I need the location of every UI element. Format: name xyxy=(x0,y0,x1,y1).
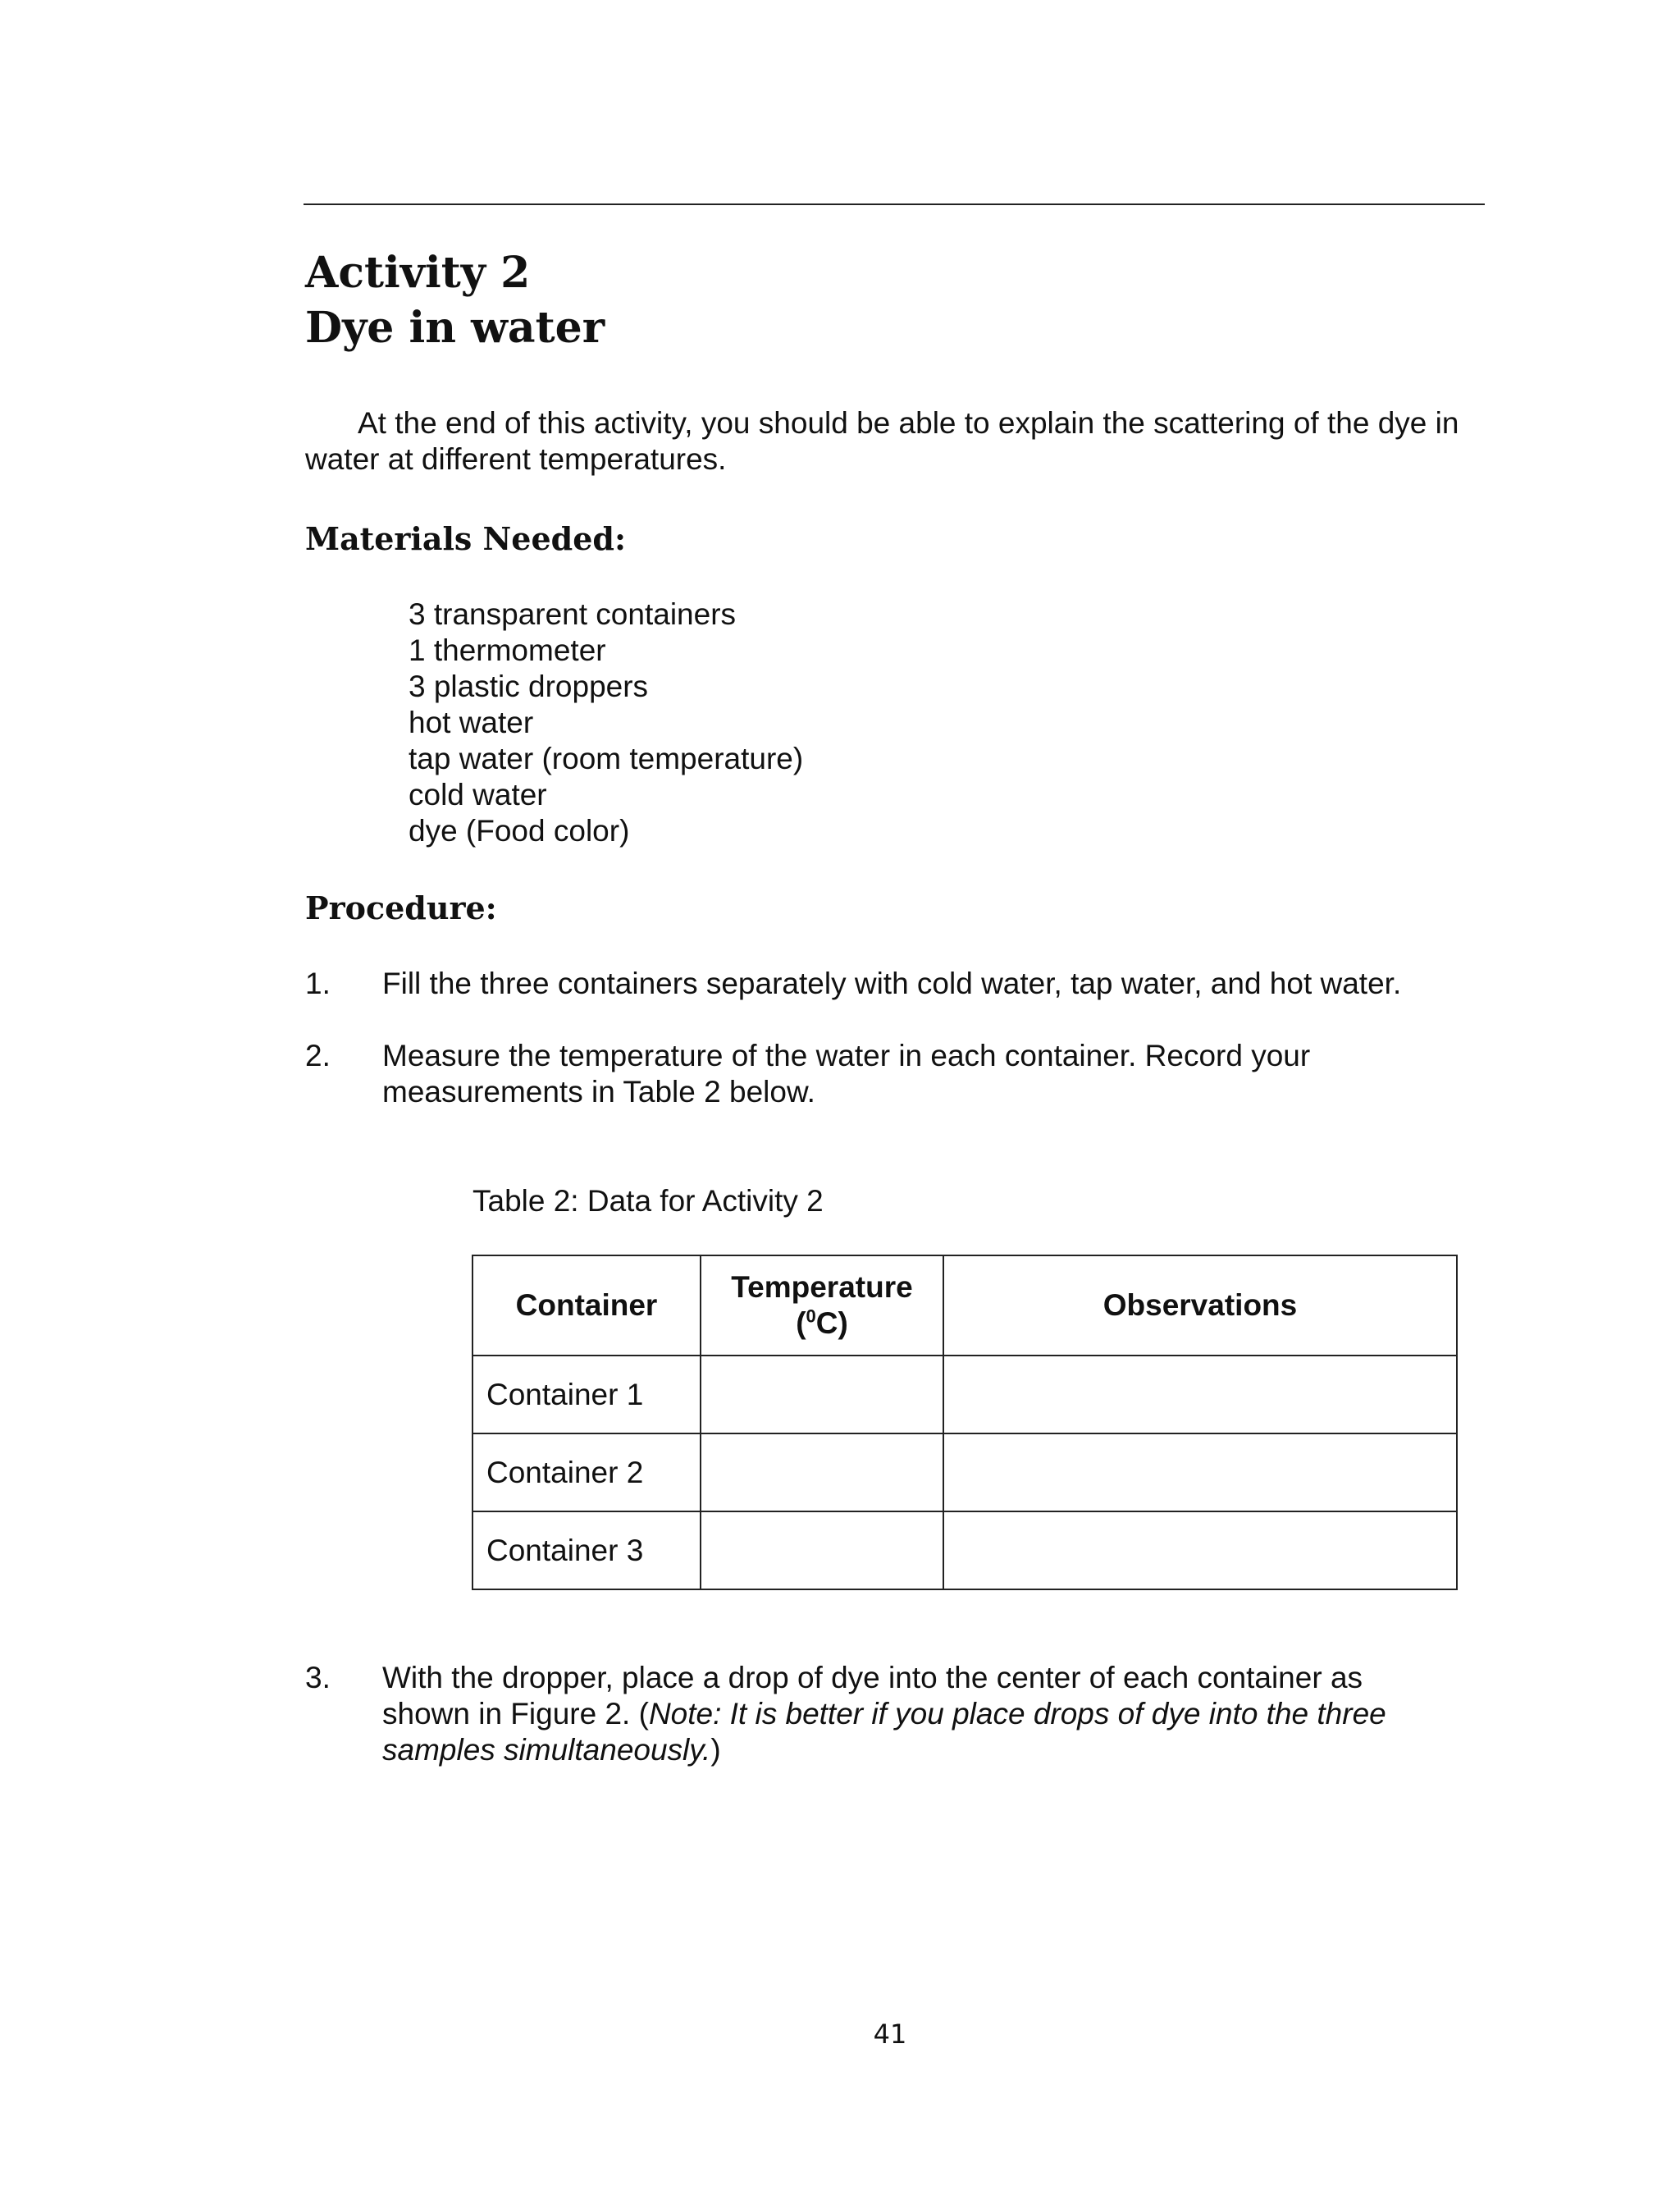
container-cell: Container 3 xyxy=(472,1511,701,1589)
procedure-step-1 xyxy=(305,966,1495,1002)
table-row xyxy=(472,1356,1457,1433)
procedure-step-3 xyxy=(305,1660,1495,1768)
activity-number: Activity 2 xyxy=(305,248,531,298)
header-temperature-label: Temperature xyxy=(731,1270,913,1304)
materials-list xyxy=(409,597,803,849)
list-item: hot water xyxy=(409,706,534,739)
observations-cell[interactable] xyxy=(943,1433,1457,1511)
data-table xyxy=(472,1255,1458,1590)
step-text: Measure the temperature of the water in each container. Record your measurements in Table 2 below. xyxy=(382,1039,1311,1109)
step-text: Fill the three containers separately with cold water, tap water, and hot water. xyxy=(382,967,1402,1000)
list-item: 3 transparent containers xyxy=(409,597,737,631)
table-header-row xyxy=(472,1255,1457,1356)
intro-paragraph: At the end of this activity, you should be able to explain the scattering of the dye in water at different temperatures. xyxy=(305,406,1459,476)
degree-superscript: 0 xyxy=(806,1305,816,1327)
step-text: With the dropper, place a drop of dye into the center of each container as shown in Figure 2. (Note: It is better if you place drops of dye into the three samples simultaneously.) xyxy=(382,1661,1386,1767)
table-caption: Table 2: Data for Activity 2 xyxy=(472,1184,824,1218)
table-row xyxy=(472,1433,1457,1511)
observations-cell[interactable] xyxy=(943,1356,1457,1433)
header-temperature xyxy=(701,1255,943,1356)
temperature-cell[interactable] xyxy=(701,1433,943,1511)
container-cell: Container 1 xyxy=(472,1356,701,1433)
step-number: 1. xyxy=(305,967,331,1000)
activity-title: Dye in water xyxy=(305,303,605,353)
table-row xyxy=(472,1511,1457,1589)
header-observations: Observations xyxy=(943,1255,1457,1356)
list-item: tap water (room temperature) xyxy=(409,742,804,775)
top-rule xyxy=(304,203,1485,205)
header-temperature-unit: ($^0$C) xyxy=(796,1305,848,1340)
procedure-step-2 xyxy=(305,1038,1495,1110)
list-item: dye (Food color) xyxy=(409,814,630,848)
procedure-heading: Procedure: xyxy=(305,889,497,926)
materials-heading: Materials Needed: xyxy=(305,520,626,557)
container-cell: Container 2 xyxy=(472,1433,701,1511)
list-item: 3 plastic droppers xyxy=(409,670,649,703)
header-container: Container xyxy=(472,1255,701,1356)
temperature-cell[interactable] xyxy=(701,1356,943,1433)
step-note: Note: It is better if you place drops of dye into the three samples simultaneously. xyxy=(382,1697,1386,1767)
temperature-cell[interactable] xyxy=(701,1511,943,1589)
list-item: cold water xyxy=(409,778,547,812)
page-number: 41 xyxy=(873,2019,907,2050)
step-number: 2. xyxy=(305,1039,331,1072)
list-item: 1 thermometer xyxy=(409,633,606,667)
observations-cell[interactable] xyxy=(943,1511,1457,1589)
step-number: 3. xyxy=(305,1661,331,1694)
